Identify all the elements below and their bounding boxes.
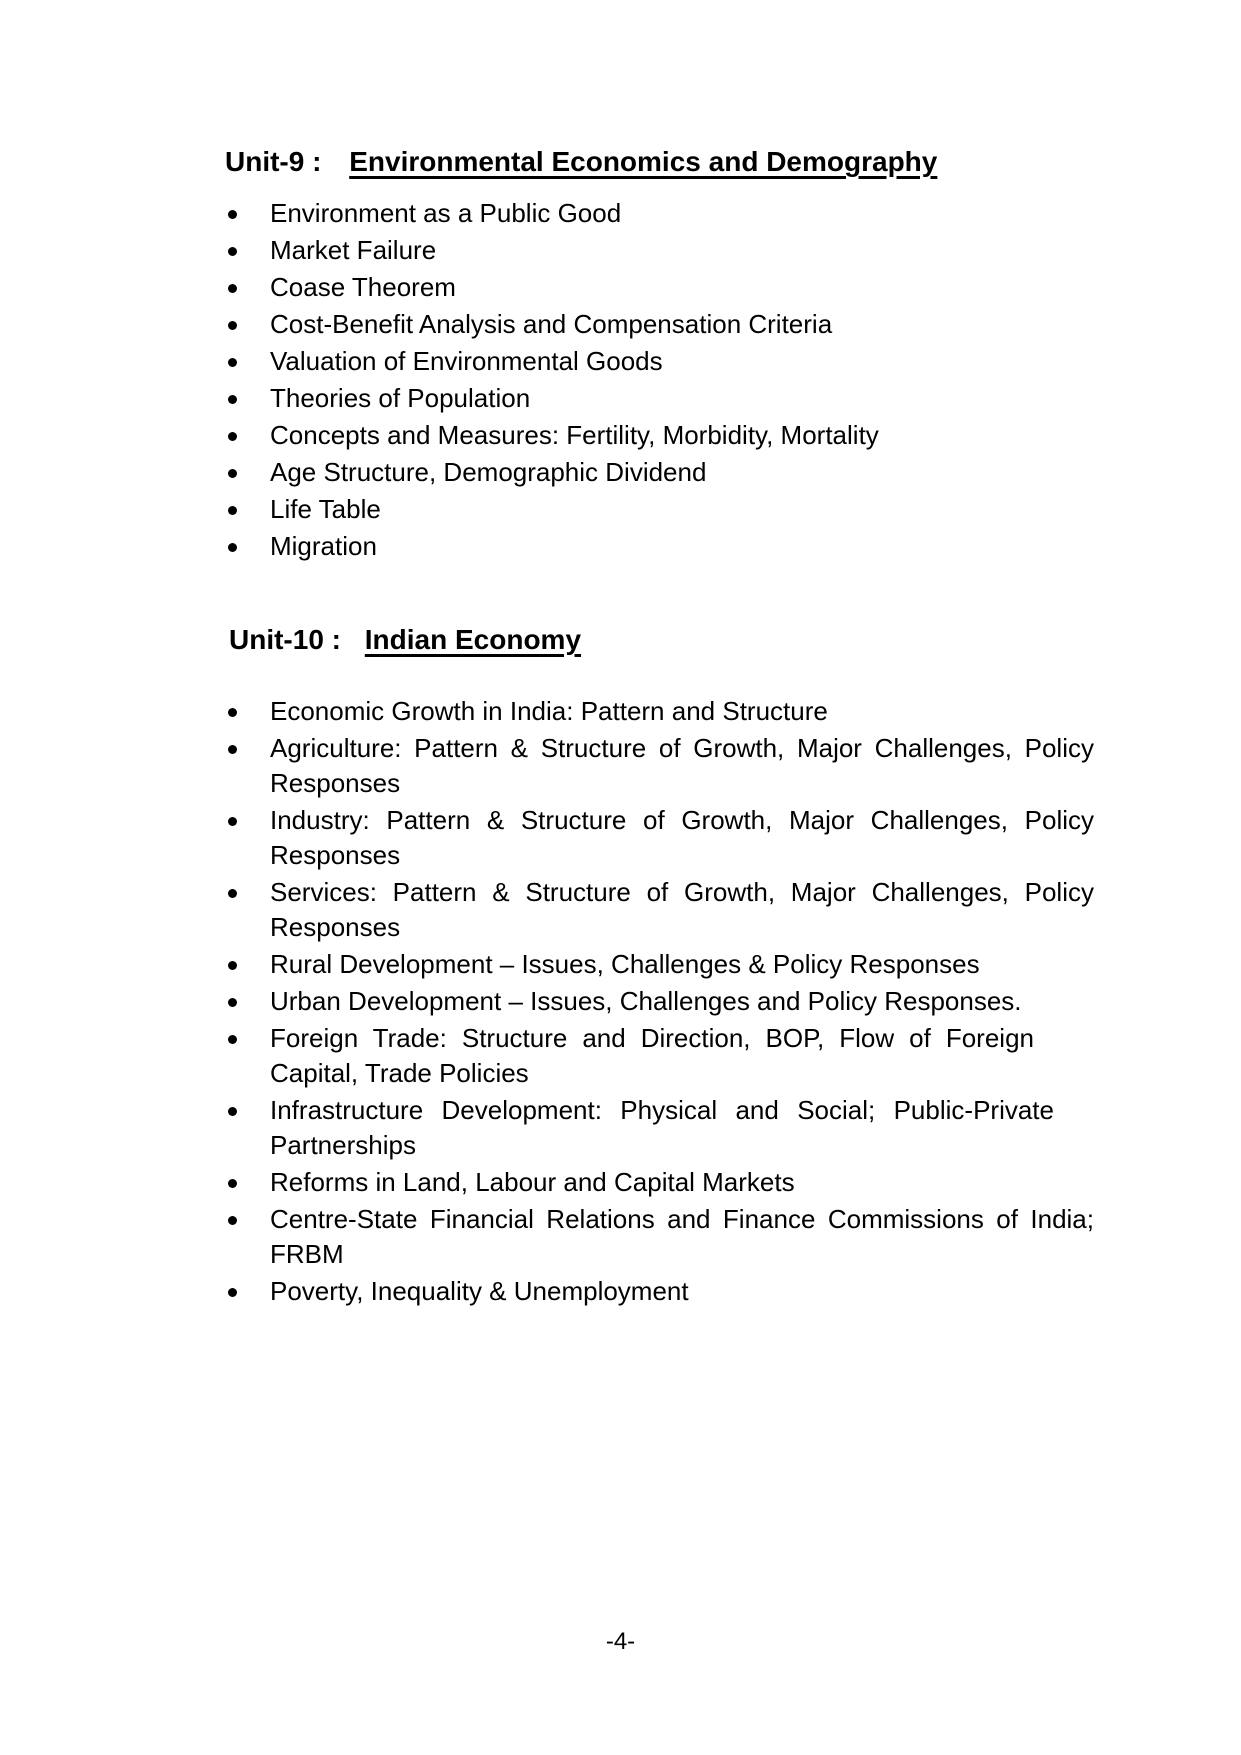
list-item (228, 1202, 1094, 1272)
bullet-icon (228, 1288, 237, 1297)
page-number: -4- (605, 1628, 636, 1655)
topic-text: Migration (270, 531, 377, 561)
bullet-icon (228, 358, 237, 367)
unit-10-heading (229, 626, 581, 654)
list-item (228, 1165, 1094, 1200)
topic-text: Agriculture: Pattern & Structure of Growth, Major Challenges, Policy Responses (270, 733, 1094, 798)
list-item (228, 875, 1094, 945)
topic-text: Industry: Pattern & Structure of Growth, Major Challenges, Policy Responses (270, 805, 1094, 870)
list-item (228, 381, 988, 416)
list-item (228, 984, 1094, 1019)
topic-text: Reforms in Land, Labour and Capital Markets (270, 1167, 795, 1197)
bullet-icon (228, 998, 237, 1007)
bullet-icon (228, 708, 237, 717)
topic-text: Market Failure (270, 235, 437, 265)
topic-text: Coase Theorem (270, 272, 456, 302)
list-item (228, 270, 988, 305)
list-item (228, 803, 1094, 873)
topic-text: Poverty, Inequality & Unemployment (270, 1276, 689, 1306)
topic-text: Economic Growth in India: Pattern and Structure (270, 696, 828, 726)
topic-text: Age Structure, Demographic Dividend (270, 457, 707, 487)
list-item (228, 233, 988, 268)
list-item (228, 947, 1094, 982)
topic-text: Urban Development – Issues, Challenges and Policy Responses. (270, 986, 1022, 1016)
topic-text: Foreign Trade: Structure and Direction, BOP, Flow of Foreign Capital, Trade Policies (270, 1023, 1034, 1088)
topic-text: Infrastructure Development: Physical and Social; Public-Private Partnerships (270, 1095, 1054, 1160)
bullet-icon (228, 889, 237, 898)
bullet-icon (228, 817, 237, 826)
bullet-icon (228, 961, 237, 970)
bullet-icon (228, 1179, 237, 1188)
bullet-icon (228, 284, 237, 293)
unit-9-heading (225, 148, 937, 176)
topic-text: Services: Pattern & Structure of Growth, Major Challenges, Policy Responses (270, 877, 1094, 942)
bullet-icon (228, 321, 237, 330)
list-item (228, 1093, 1094, 1163)
bullet-icon (228, 469, 237, 478)
unit-10-title: Indian Economy (364, 624, 582, 655)
list-item (228, 344, 988, 379)
list-item (228, 307, 988, 342)
bullet-icon (228, 506, 237, 515)
unit-9-topic-list (228, 196, 988, 566)
unit-10-topic-list (228, 694, 1094, 1311)
bullet-icon (228, 543, 237, 552)
list-item (228, 196, 988, 231)
bullet-icon (228, 745, 237, 754)
list-item (228, 492, 988, 527)
unit-9-title: Environmental Economics and Demography (349, 146, 938, 177)
bullet-icon (228, 395, 237, 404)
bullet-icon (228, 1216, 237, 1225)
topic-text: Environment as a Public Good (270, 198, 622, 228)
unit-10-label: Unit-10 : (229, 624, 341, 655)
list-item (228, 694, 1094, 729)
topic-text: Theories of Population (270, 383, 531, 413)
list-item (228, 418, 988, 453)
bullet-icon (228, 247, 237, 256)
topic-text: Life Table (270, 494, 381, 524)
bullet-icon (228, 1035, 237, 1044)
topic-text: Cost-Benefit Analysis and Compensation Criteria (270, 309, 833, 339)
topic-text: Rural Development – Issues, Challenges & Policy Responses (270, 949, 980, 979)
bullet-icon (228, 432, 237, 441)
bullet-icon (228, 1107, 237, 1116)
list-item (228, 529, 988, 564)
unit-9-label: Unit-9 : (225, 146, 322, 177)
topic-text: Valuation of Environmental Goods (270, 346, 663, 376)
list-item (228, 1021, 1094, 1091)
list-item (228, 1274, 1094, 1309)
topic-text: Centre-State Financial Relations and Finance Commissions of India; FRBM (270, 1204, 1094, 1269)
list-item (228, 455, 988, 490)
bullet-icon (228, 210, 237, 219)
topic-text: Concepts and Measures: Fertility, Morbidity, Mortality (270, 420, 879, 450)
list-item (228, 731, 1094, 801)
